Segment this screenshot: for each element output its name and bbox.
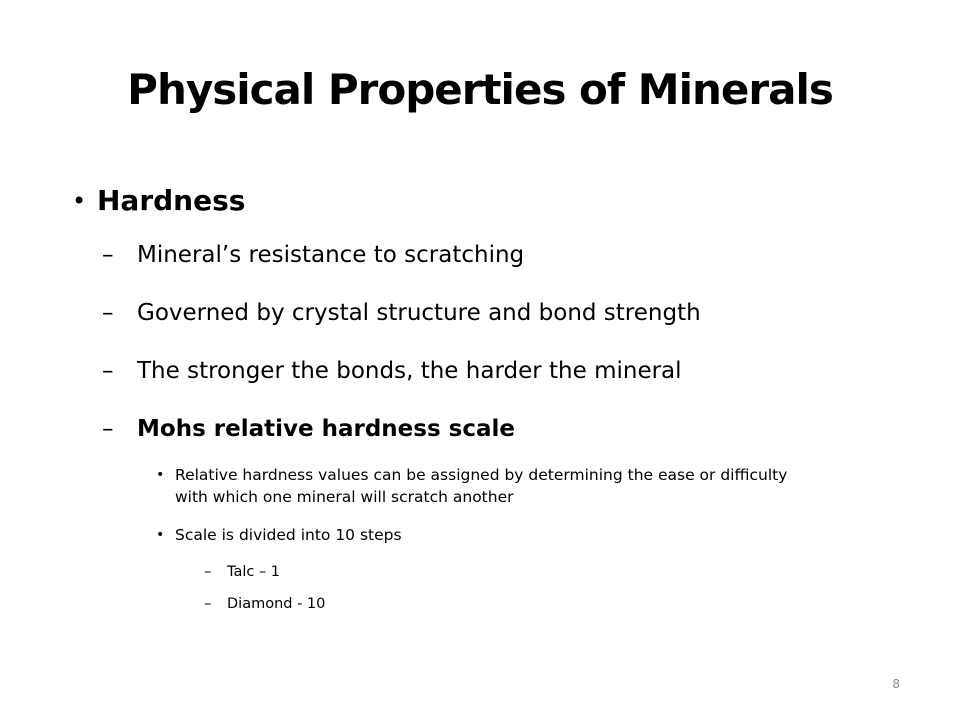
sub-bullet-text: The stronger the bonds, the harder the mineral: [137, 358, 682, 384]
dash-icon: –: [102, 242, 114, 268]
sub-bullet-resistance: [72, 226, 892, 284]
sub-bullet-stronger-bonds: [72, 342, 892, 400]
bullet-hardness: [72, 176, 892, 226]
bullet-icon: •: [72, 187, 87, 215]
sub-bullet-governed: [72, 284, 892, 342]
slide-title: Physical Properties of Minerals: [127, 65, 833, 114]
mohs-point-relative-values: [72, 464, 815, 508]
bullet-icon: •: [156, 527, 165, 543]
dash-icon: –: [102, 416, 114, 442]
mohs-step-talc: [72, 562, 892, 582]
slide-content: [72, 176, 892, 614]
dash-icon: –: [204, 564, 212, 580]
mohs-point-text: Scale is divided into 10 steps: [175, 526, 402, 544]
sub-bullet-text: Mohs relative hardness scale: [137, 416, 515, 442]
dash-icon: –: [102, 300, 114, 326]
mohs-point-ten-steps: [72, 524, 815, 546]
sub-bullet-text: Mineral’s resistance to scratching: [137, 242, 525, 268]
sub-bullet-mohs-scale: [72, 400, 892, 458]
bullet-icon: •: [156, 467, 165, 483]
mohs-point-text: Relative hardness values can be assigned by determining the ease or difficulty with which one mineral will scratch another: [175, 466, 788, 506]
sub-bullet-text: Governed by crystal structure and bond strength: [137, 300, 701, 326]
dash-icon: –: [204, 596, 212, 612]
mohs-step-text: Diamond - 10: [227, 596, 326, 612]
page-number: 8: [892, 677, 900, 691]
mohs-step-text: Talc – 1: [227, 564, 281, 580]
mohs-step-diamond: [72, 594, 892, 614]
bullet-label: Hardness: [97, 184, 246, 217]
dash-icon: –: [102, 358, 114, 384]
